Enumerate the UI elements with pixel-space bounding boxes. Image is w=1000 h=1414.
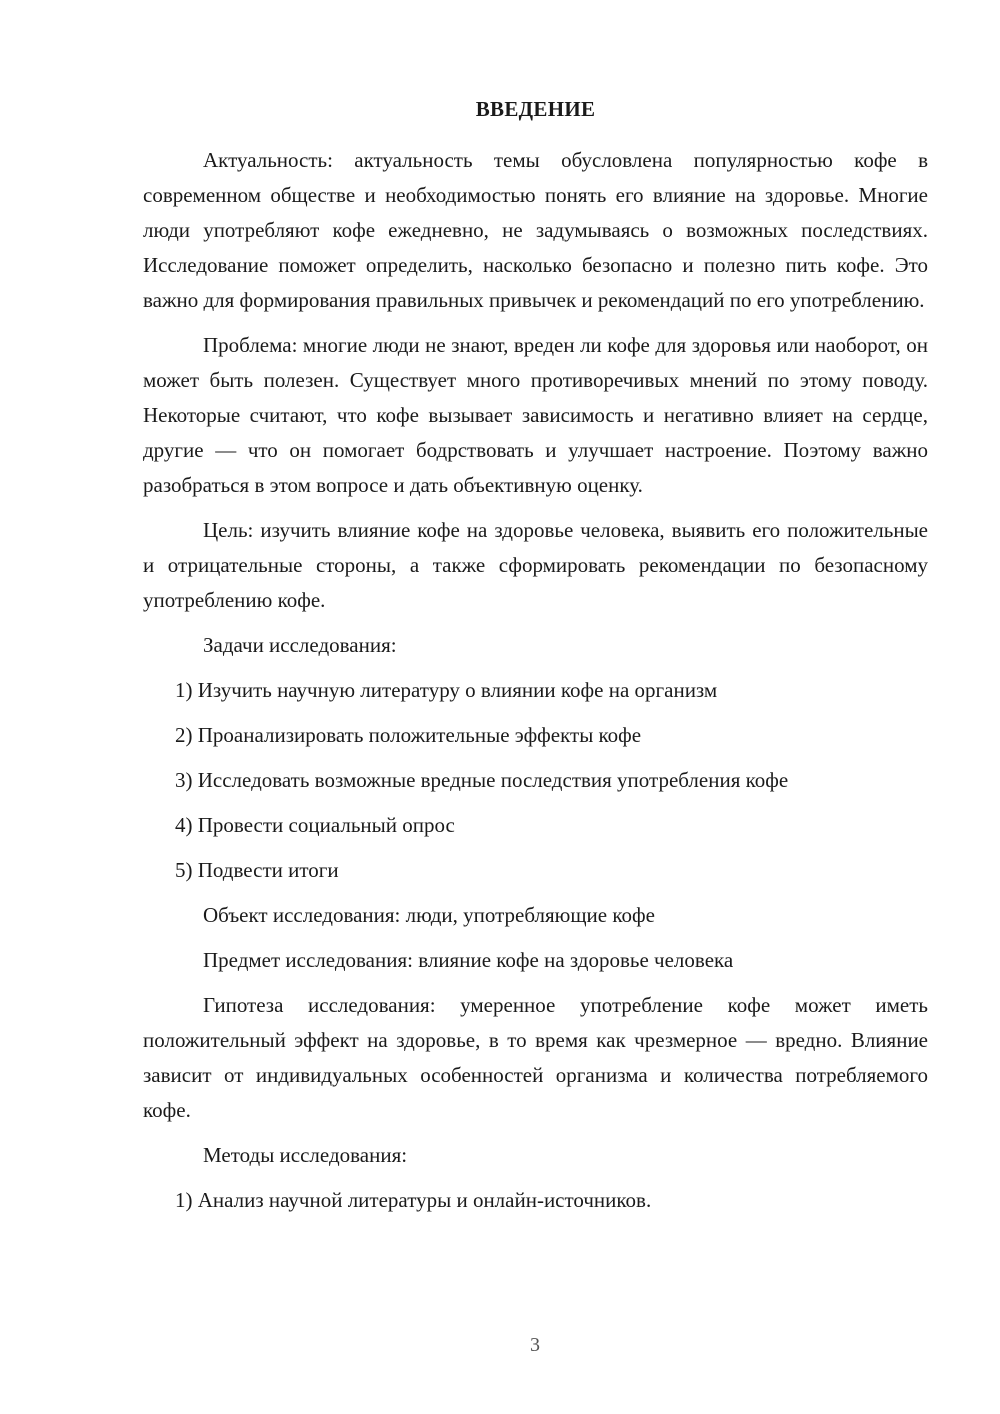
relevance-paragraph: Актуальность: актуальность темы обусловлена популярностью кофе в современном обществе и необходимостью понять его влияние на здоровье. Многие люди употребляют кофе ежедневно, не задумываясь о возможных последствиях. Исследование поможет определить, насколько безопасно и полезно пить кофе. Это важно для формирования правильных привычек и рекомендаций по его употреблению. (143, 148, 928, 312)
method-item: 1) Анализ научной литературы и онлайн-источников. (175, 1188, 652, 1212)
task-item: 2) Проанализировать положительные эффекты кофе (175, 723, 642, 747)
problem-paragraph: Проблема: многие люди не знают, вреден ли кофе для здоровья или наоборот, он может быть полезен. Существует много противоречивых мнений по этому поводу. Некоторые считают, что кофе вызывает зависимость и негативно влияет на сердце, другие — что он помогает бодрствовать и улучшает настроение. Поэтому важно разобраться в этом вопросе и дать объективную оценку. (143, 333, 928, 497)
page-number: 3 (530, 1334, 540, 1356)
task-item: 1) Изучить научную литературу о влиянии кофе на организм (175, 678, 718, 702)
subject-line: Предмет исследования: влияние кофе на здоровье человека (203, 948, 734, 972)
goal-paragraph: Цель: изучить влияние кофе на здоровье человека, выявить его положительные и отрицательные стороны, а также сформировать рекомендации по безопасному употреблению кофе. (143, 518, 928, 612)
task-item: 3) Исследовать возможные вредные последствия употребления кофе (175, 768, 789, 792)
hypothesis-paragraph: Гипотеза исследования: умеренное употребление кофе может иметь положительный эффект на здоровье, в то время как чрезмерное — вредно. Влияние зависит от индивидуальных особенностей организма и количества потребляемого кофе. (143, 993, 928, 1122)
page-title: ВВЕДЕНИЕ (475, 97, 596, 121)
task-item: 4) Провести социальный опрос (175, 813, 455, 837)
document-page (143, 94, 928, 1228)
task-item: 5) Подвести итоги (175, 858, 339, 882)
tasks-heading: Задачи исследования: (203, 633, 397, 657)
methods-heading: Методы исследования: (203, 1143, 408, 1167)
object-line: Объект исследования: люди, употребляющие кофе (203, 903, 655, 927)
